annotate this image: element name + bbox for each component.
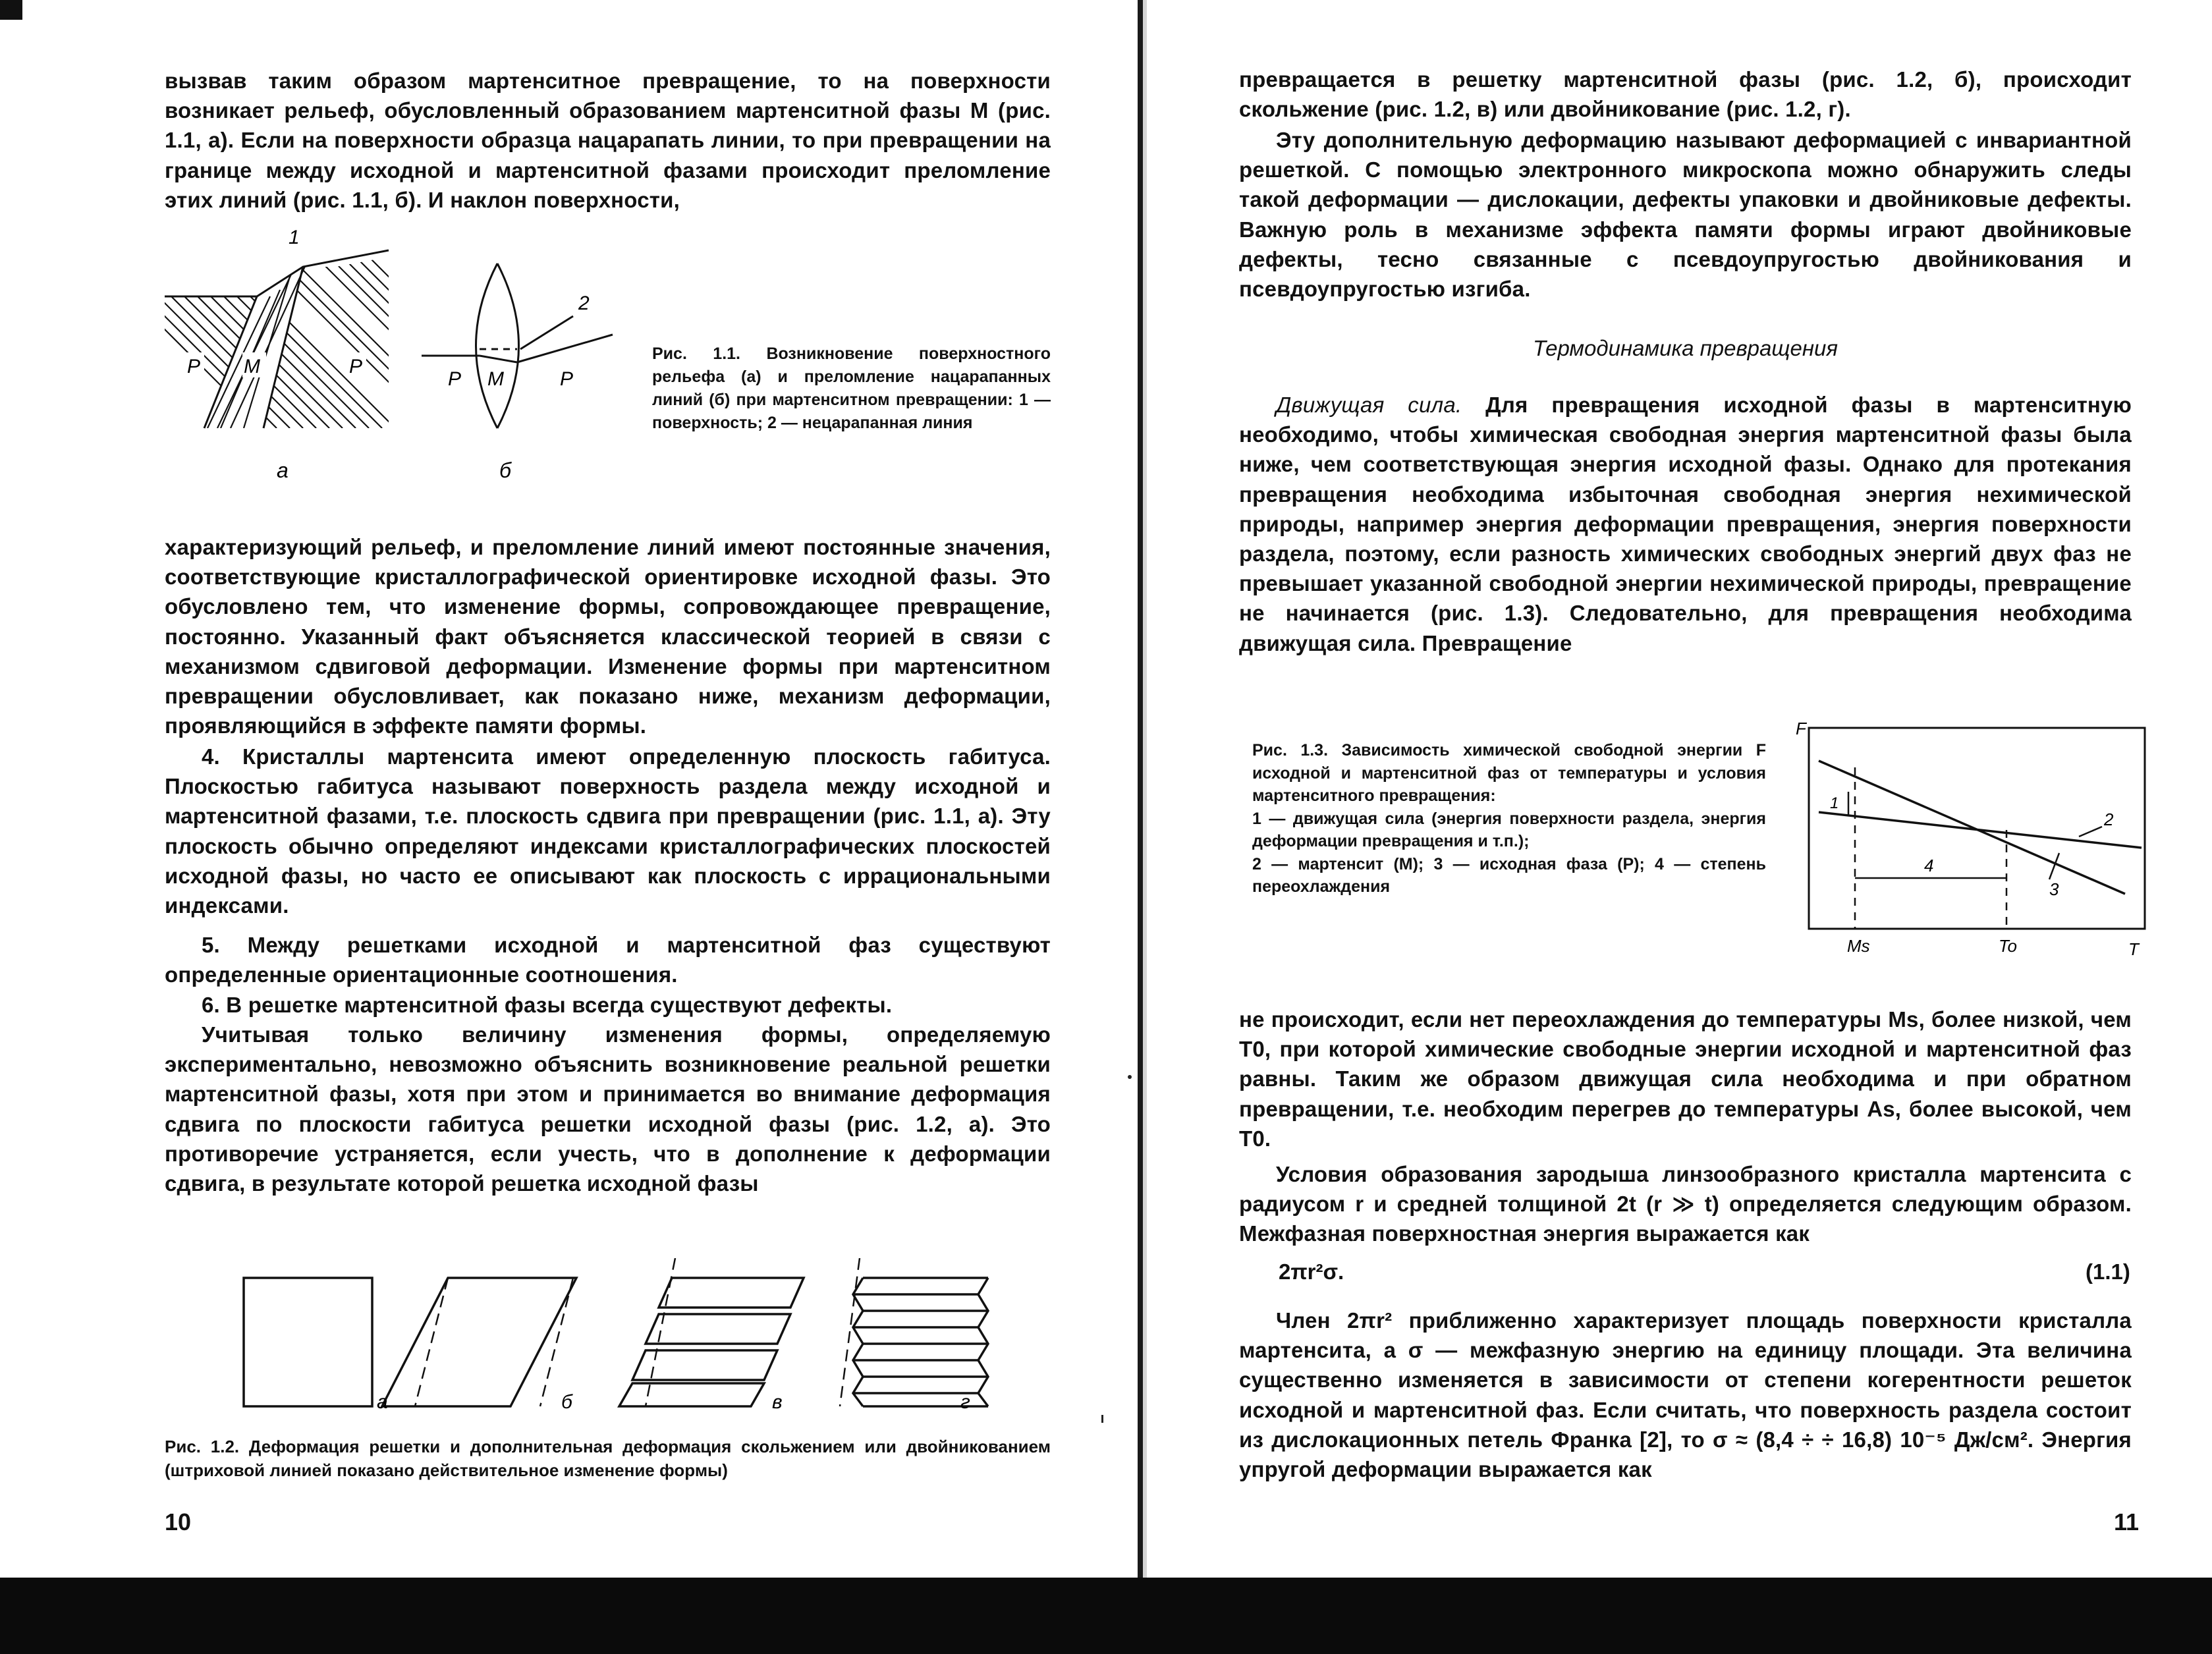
left-paragraph-6: Учитывая только величину изменения формы, определяемую экспериментально, невозможно объяснить возникновение реальной решетки мартенситной фазы, хотя при этом и принимается во внимание деформация сдвига по плоскости габитуса решетки исходной фазы (рис. 1.2, а). Это противоречие устраняется, если учесть, что в дополнение к деформации сдвига, в результате которой решетка исходной фазы (165, 1022, 1051, 1196)
figure-1-2 (237, 1258, 1028, 1416)
book-gutter (1138, 0, 1143, 1581)
fig13-lines (1819, 761, 2142, 894)
figure-1-2-caption: Рис. 1.2. Деформация решетки и дополнительная деформация скольжением или двойникованием (штриховой линией показано действительное изменение формы) (165, 1437, 1051, 1480)
fig13-leader-3 (2049, 853, 2059, 879)
fig13-caption-number: Рис. 1.3. (1252, 741, 1329, 759)
left-paragraph-5: 6. В решетке мартенситной фазы всегда существуют дефекты. (202, 993, 893, 1017)
fig12-slip-v (619, 1258, 804, 1406)
fig11-label-m-b: M (487, 368, 504, 390)
scan-corner-mark (0, 0, 22, 20)
fig12-label-g: г (960, 1391, 970, 1413)
paragraph-lead-italic: Движущая сила. (1276, 393, 1462, 417)
fig12-twin-g (840, 1258, 988, 1406)
right-page-number: 11 (2114, 1508, 2140, 1535)
figure-1-1-caption (652, 343, 1051, 435)
fig13-tick-to: To (1999, 936, 2017, 956)
left-paragraph-4: 5. Между решетками исходной и мартенситной фаз существуют определенные ориентационные соотношения. (165, 933, 1051, 987)
fig11-label-b: б (499, 458, 511, 482)
scan-bottom-edge (0, 1578, 2212, 1654)
formula-1-1: 2πr²σ. (1279, 1259, 1344, 1284)
right-paragraph-5: Условия образования зародыша линзообразного кристалла мартенсита с радиусом r и средней толщиной 2t (r ≫ t) определяется следующим образом. Межфазная поверхностная энергия выражается как (1239, 1162, 2132, 1246)
fig13-tick-ms: Ms (1847, 936, 1870, 956)
fig13-line-parent (1819, 761, 2125, 894)
fig11-label-a: а (277, 458, 289, 482)
fig13-axis-t: T (2128, 939, 2139, 959)
left-paragraph-3: 4. Кристаллы мартенсита имеют определенную плоскость габитуса. Плоскостью габитуса называют поверхность раздела между исходной и мартенситной фазами, т.е. плоскость сдвига при превращении (рис. 1.1, а). Эту плоскость обычно определяют индексами кристаллографических плоскостей исходной фазы, но часто ее описывают как плоскость с иррациональными индексами. (165, 744, 1051, 918)
fig11-label-2: 2 (578, 292, 590, 314)
right-paragraph-3 (1239, 390, 2132, 658)
book-gutter-shade (1143, 0, 1147, 1581)
lens-drawing-b (422, 263, 613, 428)
left-paragraph-2: характеризующий рельеф, и преломление линий имеют постоянные значения, соответствующие кристаллографической ориентировке исходной фазы. Это обусловлено тем, что изменение формы, сопровождающее превращение, постоянно. Указанный факт объясняется классической теорией в связи с механизмом сдвиговой деформации. Изменение формы при мартенситном превращении обусловливает, как показано ниже, механизм деформации, проявляющийся в эффекте памяти формы. (165, 535, 1051, 738)
hatched-region-a (165, 250, 540, 428)
right-paragraph-4: не происходит, если нет переохлаждения до температуры Ms, более низкой, чем T0, при которой химические свободные энергии исходной и мартенситной фаз равны. Таким же образом движущая сила необходима и при обратном превращении, т.е. необходим перегрев до температуры As, более высокой, чем T0. (1239, 1007, 2132, 1151)
fig13-label-3: 3 (2049, 879, 2059, 899)
figure-1-3 (1789, 715, 2158, 965)
fig13-label-1: 1 (1830, 794, 1839, 812)
fig13-caption-line-3: 2 — мартенсит (М); 3 — исходная фаза (Р); 4 — степень переохлаждения (1252, 854, 1766, 896)
fig13-label-4: 4 (1924, 856, 1934, 875)
fig13-leader-2 (2079, 827, 2102, 837)
fig11-label-m-a: M (244, 356, 260, 377)
scan-speck (1101, 1415, 1103, 1423)
fig12-label-a: а (377, 1391, 388, 1413)
fig13-axis-f: F (1796, 719, 1806, 738)
figure-1-1 (165, 224, 626, 487)
fig12-label-v: в (772, 1391, 783, 1413)
fig13-label-2: 2 (2104, 810, 2114, 829)
fig11-label-p-right: P (349, 356, 363, 377)
fig11-caption-text: Возникновение поверхностного рельефа (а) и преломление нацарапанных линий (б) при мартенситном превращении: 1 — поверхность; 2 — нецарапанная линия (652, 345, 1051, 432)
fig11-label-p-left: P (187, 356, 201, 377)
fig12-label-b: б (561, 1391, 572, 1413)
section-title: Термодинамика превращения (1533, 336, 1838, 360)
scan-speck (1128, 1075, 1132, 1079)
fig12-square-a (244, 1278, 372, 1406)
right-paragraph-2: Эту дополнительную деформацию называют деформацией с инвариантной решеткой. С помощью электронного микроскопа можно обнаружить следы такой деформации — дислокации, дефекты упаковки и двойниковые дефекты. Важную роль в механизме эффекта памяти формы играют двойниковые дефекты, тесно связанные с псевдоупругостью двойникования и псевдоупругостью изгиба. (1239, 128, 2132, 302)
right-paragraph-6: Член 2πr² приближенно характеризует площадь поверхности кристалла мартенсита, а σ — межфазную энергию на единицу площади. Эта величина существенно изменяется в зависимости от степени когерентности решеток исходной и мартенситной фаз. Если считать, что поверхность раздела состоит из дислокационных петель Франка [2], то σ ≈ (8,4 ÷ ÷ 16,8) 10⁻⁵ Дж/см². Энергия упругой деформации выражается как (1239, 1308, 2132, 1482)
left-paragraph-1: вызвав таким образом мартенситное превращение, то на поверхности возникает рельеф, обусловленный образованием мартенситной фазы М (рис. 1.1, а). Если на поверхности образца нацарапать линии, то при превращении на границе между исходной и мартенситной фазами происходит преломление этих линий (рис. 1.1, б). И наклон поверхности, (165, 69, 1051, 212)
fig11-label-p-lens-right: P (560, 368, 574, 390)
fig11-caption-number: Рис. 1.1. (652, 345, 741, 363)
figure-1-3-caption (1252, 739, 1766, 898)
fig11-label-1: 1 (289, 227, 300, 248)
equation-number: (1.1) (2086, 1259, 2130, 1284)
fig11-label-p-lens-left: P (448, 368, 462, 390)
right-paragraph-1: превращается в решетку мартенситной фазы (рис. 1.2, б), происходит скольжение (рис. 1.2, в) или двойникование (рис. 1.2, г). (1239, 67, 2132, 122)
right-paragraph-3-text: Для превращения исходной фазы в мартенситную необходимо, чтобы химическая свободная энергия мартенситной фазы была ниже, чем соответствующая энергия исходной фазы. Однако для протекания превращения необходима избыточная свободная энергия нехимической природы, например энергия деформации превращения, энергия поверхности раздела, поэтому, если разность химических свободных энергий двух фаз не превышает указанной свободной энергии нехимической природы, превращение не начинается (рис. 1.3). Следовательно, для превращения необходима движущая сила. Превращение (1239, 393, 2132, 655)
fig13-caption-line-1: Зависимость химической свободной энергии F исходной и мартенситной фаз от температуры и условия мартенситного превращения: (1252, 741, 1766, 805)
fig12-shear-b (382, 1278, 576, 1406)
fig13-caption-line-2: 1 — движущая сила (энергия поверхности раздела, энергия деформации превращения и т.п.); (1252, 809, 1766, 850)
left-page-number: 10 (165, 1508, 192, 1535)
